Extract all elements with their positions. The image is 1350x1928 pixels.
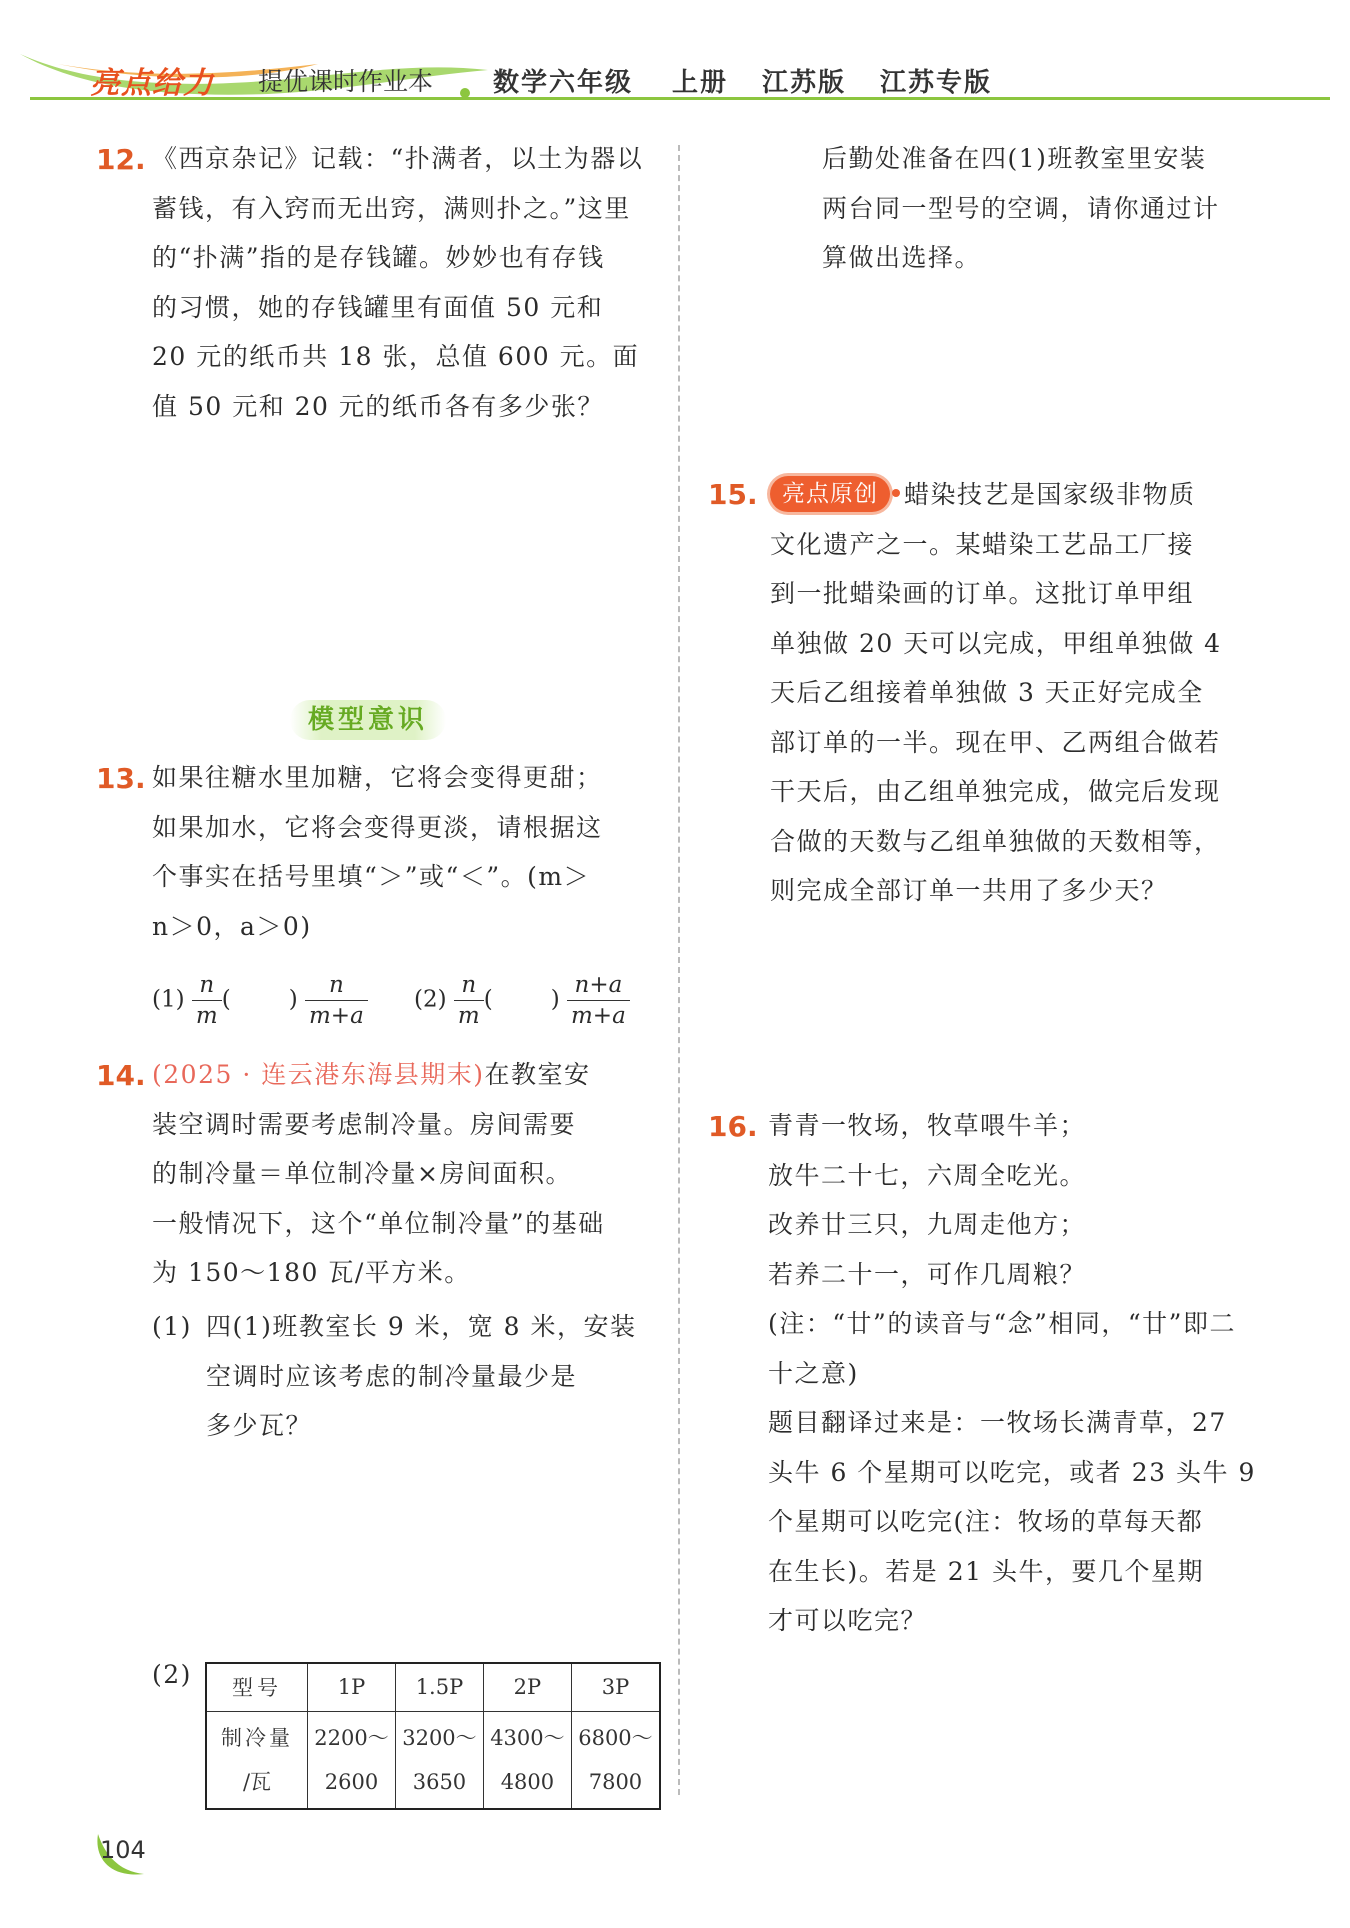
header-dot [460,88,470,98]
q14-first-line: 在教室安 [484,1060,591,1089]
table-cell [571,1711,660,1809]
q14-continued-text [822,134,1220,283]
q16-line: 个星期可以吃完(注：牧场的草每天都 [768,1507,1204,1536]
q15-line: 文化遗产之一。某蜡染工艺品工厂接 [770,529,1195,559]
fraction-n-over-m-plus-a [305,970,368,1031]
q14-line: 一般情况下，这个“单位制冷量”的基础 [152,1208,605,1238]
page-number: 104 [100,1836,146,1864]
q16-line: 青青一牧场，牧草喂牛羊； [768,1111,1087,1140]
original-tag-badge: 亮点原创 [770,476,890,512]
table-row-label-top: 制冷量 [221,1725,293,1750]
q16-line: (注：“廿”的读音与“念”相同，“廿”即二 [768,1309,1236,1338]
table-cell [308,1711,396,1809]
answer-paren-open: ( [483,986,493,1013]
table-header-cell: 1.5P [395,1663,483,1711]
q12-number: 12. [96,143,146,176]
q13-part1 [152,970,368,1031]
q13-text [152,753,603,951]
q16-number: 16. [708,1110,758,1143]
q14-sub1-text [206,1302,637,1451]
q16-line: 放牛二十七，六周全吃光。 [768,1160,1087,1190]
q12-line: 的“扑满”指的是存钱罐。妙妙也有存钱 [152,243,605,272]
q16-line: 才可以吃完？ [768,1606,928,1635]
table-header-cell: 型号 [206,1663,308,1711]
fraction-numerator: n [192,970,222,1001]
section-title-model-awareness: 模型意识 [290,700,446,740]
range-high: 3650 [412,1769,467,1794]
q15-text [770,470,1222,916]
header-edition: 江苏版 [762,68,847,98]
range-high: 2600 [324,1769,379,1794]
q12-line: 《西京杂记》记载：“扑满者，以土为器以 [152,144,644,173]
q15-line: 干天后，由乙组单独完成，做完后发现 [770,777,1221,806]
q14-line: 的制冷量＝单位制冷量×房间面积。 [152,1159,572,1188]
range-low: 6800～ [578,1725,653,1750]
q12-line: 值 50 元和 20 元的纸币各有多少张？ [152,391,604,421]
table-cell [395,1711,483,1809]
range-low: 4300～ [490,1725,565,1750]
column-divider [678,145,680,1795]
q14-sub1-line: 空调时应该考虑的制冷量最少是 [206,1361,578,1391]
q14-sub1-line: 四(1)班教室长 9 米，宽 8 米，安装 [206,1312,637,1341]
q16-text [768,1101,1256,1646]
q12-line: 20 元的纸币共 18 张，总值 600 元。面 [152,342,640,371]
q13-line: 个事实在括号里填“＞”或“＜”。(m＞ [152,862,591,891]
q14-continued-line: 算做出选择。 [822,243,982,272]
q15-first-line: 蜡染技艺是国家级非物质 [904,480,1196,509]
q12-text [152,134,643,431]
q15-line: 单独做 20 天可以完成，甲组单独做 4 [770,628,1222,658]
q15-line: 到一批蜡染画的订单。这批订单甲组 [770,579,1195,608]
q14-line: 为 150～180 瓦/平方米。 [152,1258,471,1287]
fraction-n-plus-a-over-m-plus-a [567,970,630,1031]
range-high: 7800 [588,1769,643,1794]
q14-sub1-label: (1) [152,1312,192,1341]
fraction-denominator: m [457,1003,480,1029]
q12-line: 蓄钱，有入窍而无出窍，满则扑之。”这里 [152,193,631,223]
q14-source: (2025 · 连云港东海县期末) [152,1060,485,1089]
q13-part2 [414,970,630,1031]
q13-line: 如果往糖水里加糖，它将会变得更甜； [152,763,603,792]
fraction-numerator: n [305,970,368,1001]
q12-line: 的习惯，她的存钱罐里有面值 50 元和 [152,292,604,322]
q14-sub2-label: (2) [152,1660,192,1689]
q15-line: 则完成全部订单一共用了多少天？ [770,876,1168,905]
q15-line: 部订单的一半。现在甲、乙两组合做若 [770,727,1221,757]
q16-line: 十之意) [768,1358,859,1388]
range-low: 3200～ [402,1725,477,1750]
q16-line: 若养二十一，可作几周粮？ [768,1259,1087,1289]
q13-number: 13. [96,762,146,795]
table-header-cell: 1P [308,1663,396,1711]
table-row [206,1663,660,1711]
header-special-edition: 江苏专版 [880,68,993,98]
q14-line: 装空调时需要考虑制冷量。房间需要 [152,1109,577,1139]
q14-sub1-line: 多少瓦？ [206,1411,313,1440]
brand-logo: 亮点给力 [90,66,214,101]
q13-line: 如果加水，它将会变得更淡，请根据这 [152,812,603,842]
q15-line: 合做的天数与乙组单独做的天数相等， [770,826,1221,856]
tag-dot-icon [892,489,900,497]
table-header-cell: 3P [571,1663,660,1711]
fraction-denominator: m+a [309,1003,364,1029]
q14-number: 14. [96,1059,146,1092]
fraction-numerator: n [454,970,484,1001]
q16-line: 头牛 6 个星期可以吃完，或者 23 头牛 9 [768,1457,1256,1487]
q16-line: 改养廿三只，九周走他方； [768,1210,1087,1239]
fraction-denominator: m+a [571,1003,626,1029]
q16-line: 在生长)。若是 21 头牛，要几个星期 [768,1556,1204,1586]
table-row-label-bottom: /瓦 [242,1769,272,1794]
fraction-denominator: m [195,1003,218,1029]
q15-number: 15. [708,478,758,511]
range-low: 2200～ [314,1725,389,1750]
q13-line: n＞0，a＞0) [152,911,312,941]
q14-continued-line: 两台同一型号的空调，请你通过计 [822,193,1220,223]
q14-continued-line: 后勤处准备在四(1)班教室里安装 [822,144,1207,173]
header-subject: 数学六年级 [493,68,634,98]
q15-line: 天后乙组接着单独做 3 天正好完成全 [770,678,1204,707]
answer-paren-open: ( [221,986,231,1013]
table-cell [483,1711,571,1809]
brand-subtitle: 提优课时作业本 [258,67,434,96]
table-header-cell: 2P [483,1663,571,1711]
q14-text [152,1050,605,1298]
fraction-n-over-m [192,970,222,1031]
table-row-label [206,1711,308,1809]
answer-paren-close: ) [288,986,298,1013]
q13-part1-label: (1) [152,986,185,1013]
air-conditioner-table [205,1662,661,1810]
q16-line: 题目翻译过来是：一牧场长满青草，27 [768,1408,1227,1437]
table-row [206,1711,660,1809]
range-high: 4800 [500,1769,555,1794]
fraction-numerator: n+a [567,970,630,1001]
fraction-n-over-m [454,970,484,1031]
q13-part2-label: (2) [414,986,447,1013]
header-volume: 上册 [672,68,729,98]
answer-paren-close: ) [550,986,560,1013]
